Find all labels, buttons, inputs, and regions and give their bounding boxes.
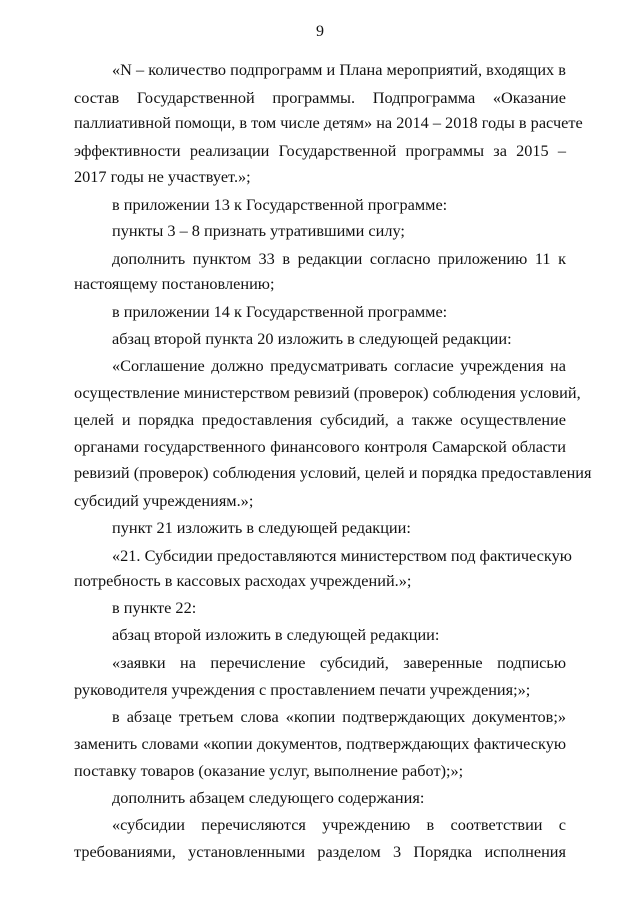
text-line: дополнить пунктом 33 в редакции согласно приложению 11 к xyxy=(112,249,566,268)
text-line: эффективности реализации Государственной программы за 2015 – xyxy=(74,141,566,160)
text-line: «21. Субсидии предоставляются министерством под фактическую xyxy=(112,546,572,565)
text-line: субсидий учреждениям.»; xyxy=(74,491,254,510)
text-line: 2017 годы не участвует.»; xyxy=(74,167,251,186)
text-line: органами государственного финансового контроля Самарской области xyxy=(74,437,566,456)
text-line: «Соглашение должно предусматривать согласие учреждения на xyxy=(112,356,566,375)
text-line: заменить словами «копии документов, подтверждающих фактическую xyxy=(74,734,566,753)
text-line: «субсидии перечисляются учреждению в соответствии с xyxy=(112,815,566,834)
text-line: дополнить абзацем следующего содержания: xyxy=(112,788,425,807)
text-line: настоящему постановлению; xyxy=(74,274,275,293)
text-line: в приложении 13 к Государственной программе: xyxy=(112,195,448,214)
page-number: 9 xyxy=(316,23,324,40)
text-line: в пункте 22: xyxy=(112,598,197,617)
text-line: состав Государственной программы. Подпрограмма «Оказание xyxy=(74,88,566,107)
text-line: потребность в кассовых расходах учреждений.»; xyxy=(74,571,412,590)
text-line: «N – количество подпрограмм и Плана мероприятий, входящих в xyxy=(112,60,566,79)
text-line: абзац второй пункта 20 изложить в следующей редакции: xyxy=(112,329,512,348)
text-line: в абзаце третьем слова «копии подтверждающих документов;» xyxy=(112,707,566,726)
text-line: пункт 21 изложить в следующей редакции: xyxy=(112,518,411,537)
text-line: поставку товаров (оказание услуг, выполнение работ);»; xyxy=(74,761,464,780)
text-line: пункты 3 – 8 признать утратившими силу; xyxy=(112,221,405,240)
text-line: руководителя учреждения с проставлением печати учреждения;»; xyxy=(74,680,531,699)
text-line: «заявки на перечисление субсидий, заверенные подписью xyxy=(112,653,566,672)
text-line: осуществление министерством ревизий (проверок) соблюдения условий, xyxy=(74,383,581,402)
text-line: целей и порядка предоставления субсидий, а также осуществление xyxy=(74,410,566,429)
text-line: ревизий (проверок) соблюдения условий, целей и порядка предоставления xyxy=(74,463,592,482)
text-line: абзац второй изложить в следующей редакции: xyxy=(112,625,440,644)
text-line: паллиативной помощи, в том числе детям» на 2014 – 2018 годы в расчете xyxy=(74,113,583,132)
text-line: требованиями, установленными разделом 3 Порядка исполнения xyxy=(74,842,566,861)
text-line: в приложении 14 к Государственной программе: xyxy=(112,302,448,321)
